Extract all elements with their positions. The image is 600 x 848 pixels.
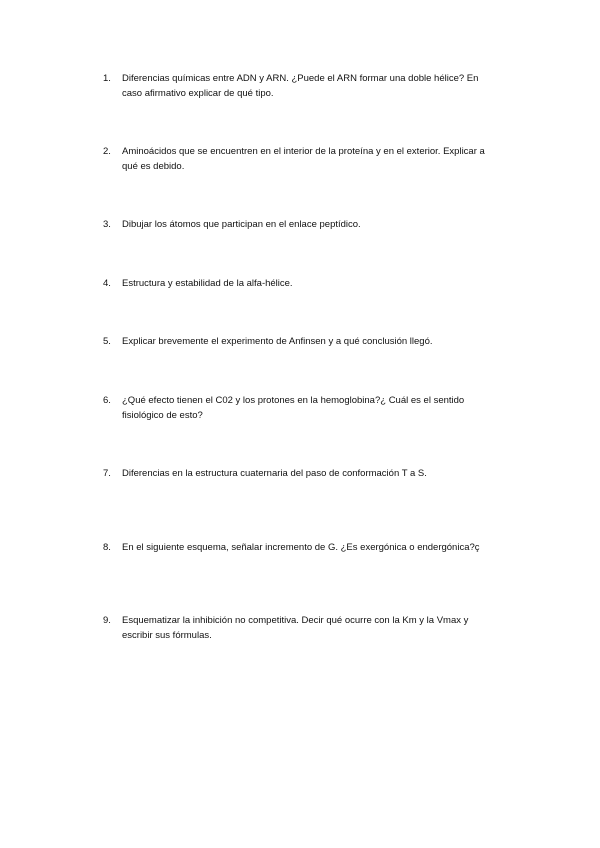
question-number: 3. [103, 219, 111, 230]
question-number: 7. [103, 468, 111, 479]
question-text-line: Aminoácidos que se encuentren en el interior de la proteína y en el exterior. Explicar a [122, 146, 485, 157]
question-number: 6. [103, 395, 111, 406]
question-text-line: caso afirmativo explicar de qué tipo. [122, 88, 274, 99]
question-item [103, 276, 523, 291]
question-number: 8. [103, 542, 111, 553]
question-item [103, 71, 523, 101]
question-text-line: En el siguiente esquema, señalar incremento de G. ¿Es exergónica o endergónica?ç [122, 542, 480, 553]
question-item [103, 540, 523, 555]
question-text-line: Diferencias químicas entre ADN y ARN. ¿Puede el ARN formar una doble hélice? En [122, 73, 479, 84]
question-item [103, 393, 523, 423]
question-number: 9. [103, 615, 111, 626]
question-item [103, 217, 523, 232]
question-text-line: qué es debido. [122, 161, 185, 172]
question-text-line: Dibujar los átomos que participan en el enlace peptídico. [122, 219, 361, 230]
question-number: 4. [103, 278, 111, 289]
question-text-line: escribir sus fórmulas. [122, 630, 212, 641]
question-text-line: Diferencias en la estructura cuaternaria del paso de conformación T a S. [122, 468, 427, 479]
question-item [103, 613, 523, 643]
question-text-line: Estructura y estabilidad de la alfa-hélice. [122, 278, 293, 289]
question-item [103, 334, 523, 349]
question-item [103, 466, 523, 481]
question-text-line: Esquematizar la inhibición no competitiva. Decir qué ocurre con la Km y la Vmax y [122, 615, 469, 626]
question-text-line: ¿Qué efecto tienen el C02 y los protones en la hemoglobina?¿ Cuál es el sentido [122, 395, 465, 406]
question-number: 2. [103, 146, 111, 157]
question-number: 5. [103, 336, 111, 347]
question-item [103, 144, 523, 174]
question-text-line: Explicar brevemente el experimento de Anfinsen y a qué conclusión llegó. [122, 336, 433, 347]
question-text-line: fisiológico de esto? [122, 410, 203, 421]
question-number: 1. [103, 73, 111, 84]
